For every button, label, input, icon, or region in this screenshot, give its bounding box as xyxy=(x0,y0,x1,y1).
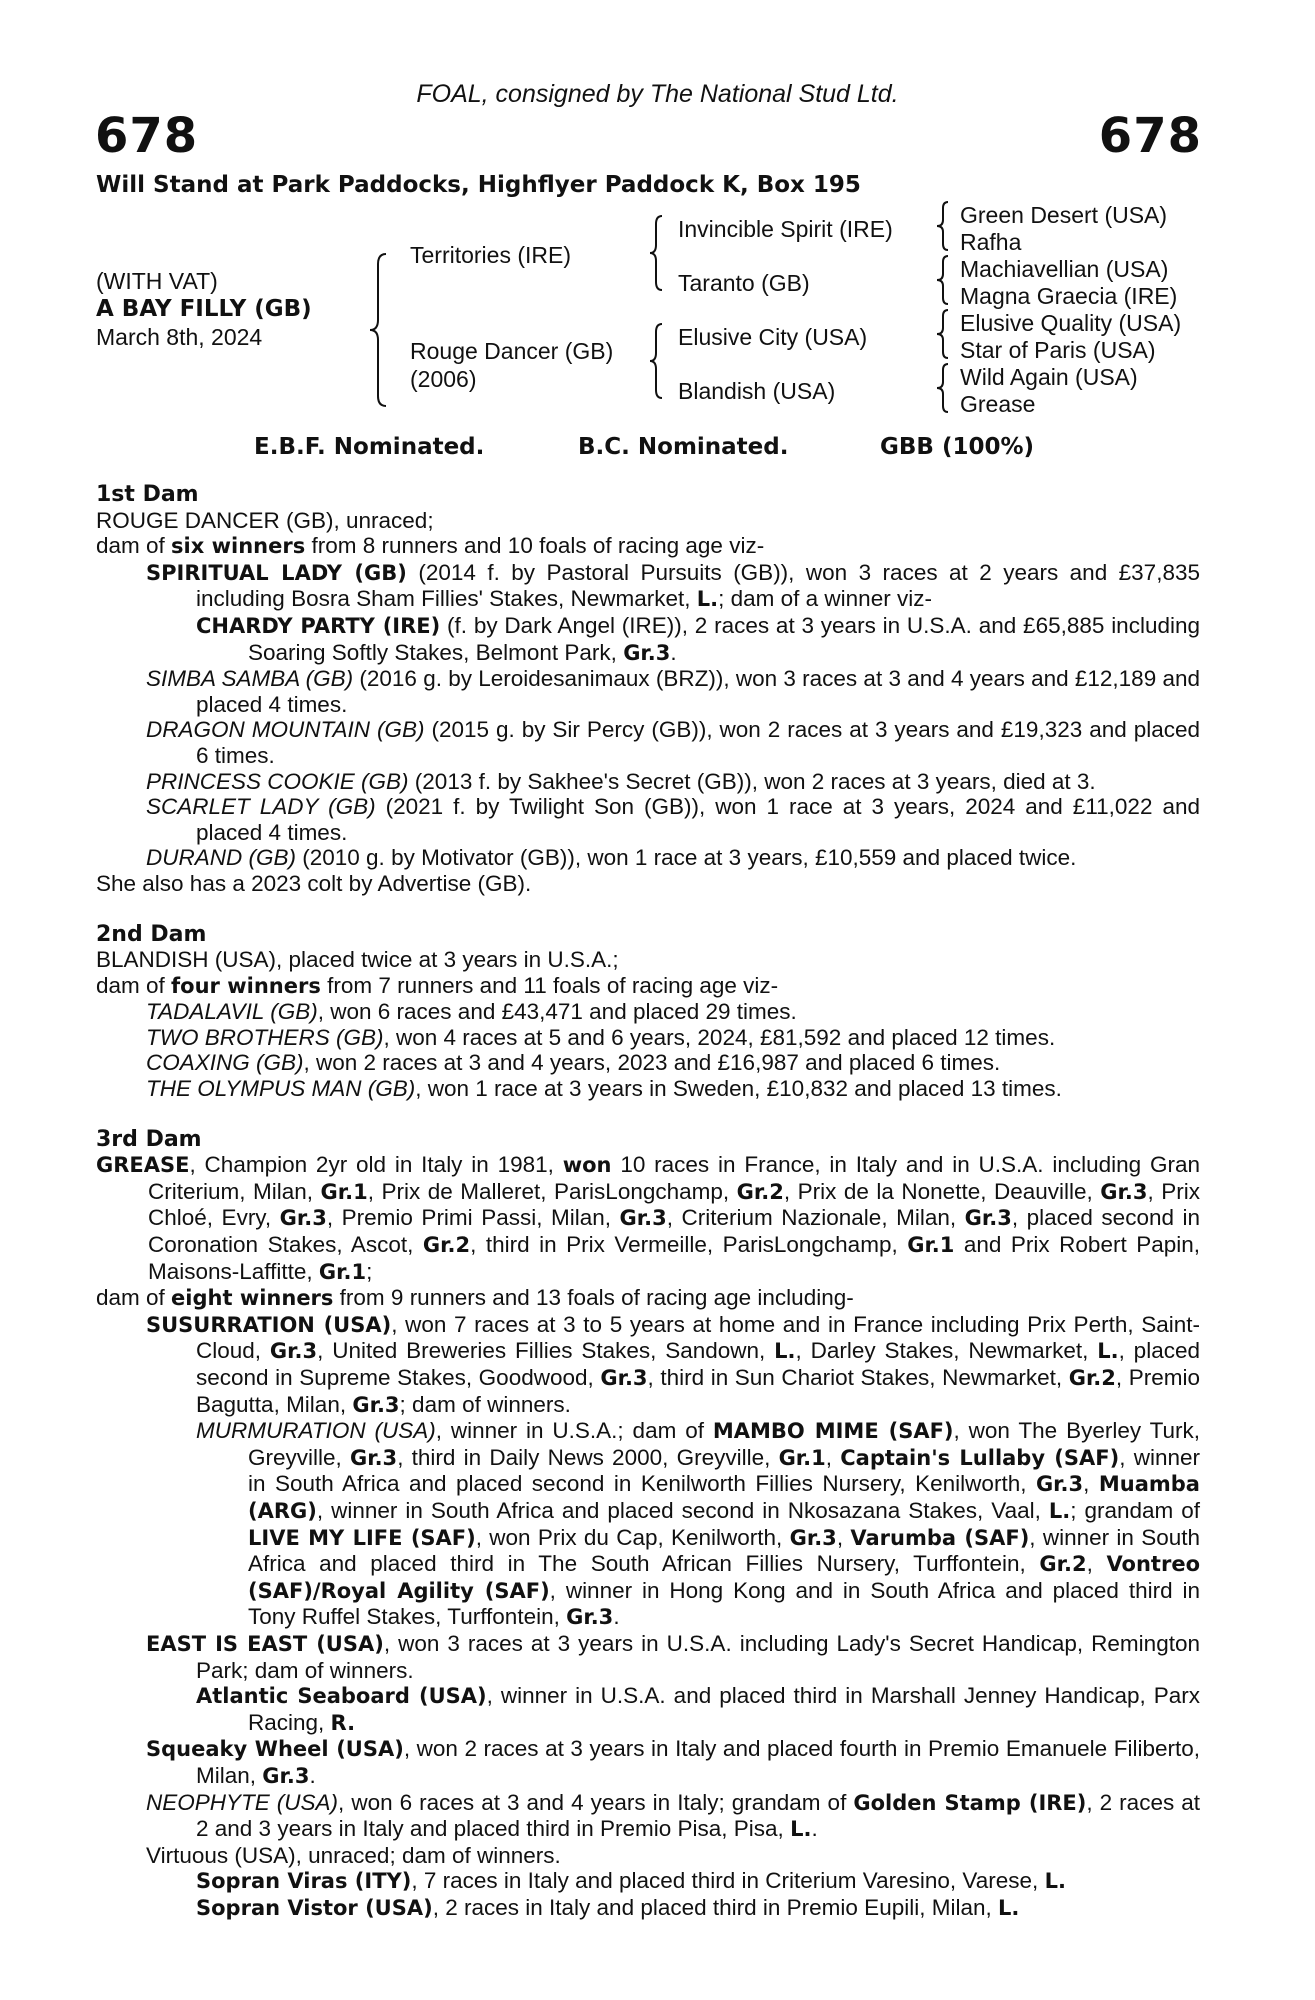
bold-text: eight winners xyxy=(171,1286,334,1311)
produce-entry xyxy=(96,1076,1200,1102)
text-run: (2010 g. by Motivator (GB)), won 1 race at 3 years, £10,559 and placed twice. xyxy=(296,845,1077,871)
text-run: , Premio Primi Passi, Milan, xyxy=(326,1205,620,1231)
bold-text: Gr.1 xyxy=(320,1179,368,1204)
italic-text: PRINCESS COOKIE (GB) xyxy=(146,768,409,794)
sire-dam-name: Taranto (GB) xyxy=(678,270,810,296)
bold-text: Gr.2 xyxy=(736,1179,784,1204)
bold-text: Varumba (SAF) xyxy=(850,1525,1030,1550)
ggp-7: Wild Again (USA) xyxy=(960,364,1138,390)
bold-text: Gr.3 xyxy=(619,1206,667,1231)
text-run: Virtuous (USA), unraced; dam of winners. xyxy=(146,1842,561,1868)
bold-text: L. xyxy=(1048,1498,1071,1523)
text-run: , Darley Stakes, Newmarket, xyxy=(795,1338,1098,1364)
produce-entry xyxy=(96,1736,1200,1789)
bold-text: won xyxy=(562,1153,612,1178)
text-run: (f. by Dark Angel (IRE)), 2 races at 3 years in U.S.A. and £65,885 including Soaring Softly Stakes, Belmont Park, xyxy=(248,612,1201,665)
text-run: BLANDISH (USA), placed twice at 3 years in U.S.A.; xyxy=(96,947,619,973)
section-title: 1st Dam xyxy=(96,482,199,507)
ebf-nomination: E.B.F. Nominated. xyxy=(254,434,485,460)
text-run: , Criterium Nazionale, Milan, xyxy=(666,1205,965,1231)
bold-text: six winners xyxy=(171,534,306,559)
text-run: dam of xyxy=(96,972,172,998)
produce-entry xyxy=(96,1868,1200,1895)
bold-text: L. xyxy=(1044,1869,1066,1894)
text-run: , won 6 races and £43,471 and placed 29 times. xyxy=(317,999,797,1025)
text-run: , winner in U.S.A.; dam of xyxy=(435,1418,713,1444)
text-run: ; grandam of xyxy=(1070,1497,1200,1523)
bold-text: Gr.3 xyxy=(349,1445,398,1470)
produce-entry xyxy=(96,533,1200,560)
text-run: dam of xyxy=(96,533,172,559)
bold-text: MAMBO MIME (SAF) xyxy=(712,1419,954,1444)
italic-text: THE OLYMPUS MAN (GB) xyxy=(146,1076,416,1102)
produce-entry xyxy=(96,1312,1200,1418)
italic-text: TWO BROTHERS (GB) xyxy=(146,1024,384,1050)
italic-text: MURMURATION (USA) xyxy=(196,1418,436,1444)
text-run: , third in Sun Chariot Stakes, Newmarket, xyxy=(647,1365,1069,1390)
text-run: and Prix Robert Papin, Maisons-Laffitte, xyxy=(148,1232,1200,1284)
bold-text: Gr.3 xyxy=(600,1366,648,1390)
bold-text: L. xyxy=(790,1817,812,1842)
bold-text: GREASE xyxy=(96,1153,190,1178)
dam-name: Rouge Dancer (GB) xyxy=(410,338,614,364)
produce-entry xyxy=(96,717,1200,768)
bold-text: L. xyxy=(696,587,719,612)
italic-text: TADALAVIL (GB) xyxy=(146,999,318,1025)
text-run: , won Prix du Cap, Kenilworth, xyxy=(475,1524,790,1550)
text-run: ; dam of winners. xyxy=(399,1391,571,1417)
ggp-6: Star of Paris (USA) xyxy=(960,337,1156,363)
text-run: , 2 races in Italy and placed third in Premio Eupili, Milan, xyxy=(432,1894,998,1920)
dam-dam-name: Blandish (USA) xyxy=(678,378,836,404)
bold-text: Gr.3 xyxy=(352,1392,400,1417)
text-run: from 8 runners and 10 foals of racing age viz- xyxy=(305,533,765,559)
section-gap xyxy=(96,1102,1200,1127)
text-run: 10 races in France, in Italy and in U.S.A. including Gran Criterium, Milan, xyxy=(148,1152,1201,1204)
text-run: , winner in Hong Kong and in South Africa and placed third in Tony Ruffel Stakes, Turffontein, xyxy=(248,1577,1200,1630)
produce-entry xyxy=(96,845,1200,871)
bold-text: Muamba (ARG) xyxy=(248,1472,1200,1523)
text-run: , Premio Bagutta, Milan, xyxy=(196,1365,1200,1417)
text-run: , won 2 races at 3 and 4 years, 2023 and £16,987 and placed 6 times. xyxy=(303,1050,1001,1076)
sire-name: Territories (IRE) xyxy=(410,242,572,268)
bold-text: L. xyxy=(1097,1339,1119,1364)
produce-entry xyxy=(96,1418,1200,1631)
section-title: 3rd Dam xyxy=(96,1126,202,1152)
bold-text: Sopran Vistor (USA) xyxy=(196,1895,433,1920)
text-run: . xyxy=(309,1762,316,1788)
bold-text: EAST IS EAST (USA) xyxy=(146,1631,384,1656)
produce-entry xyxy=(96,769,1200,795)
pedigree-brace-gg4 xyxy=(935,362,951,414)
bold-text: Gr.3 xyxy=(789,1525,837,1550)
ggp-2: Rafha xyxy=(960,229,1022,255)
ggp-8: Grease xyxy=(960,391,1036,417)
bold-text: Captain's Lullaby (SAF) xyxy=(840,1445,1120,1470)
text-run: (2013 f. by Sakhee's Secret (GB)), won 2 races at 3 years, died at 3. xyxy=(408,768,1096,794)
text-run: , xyxy=(1086,1551,1107,1577)
text-run: , won 2 races at 3 years in Italy and placed fourth in Premio Emanuele Filiberto, Milan, xyxy=(196,1736,1200,1788)
italic-text: SIMBA SAMBA (GB) xyxy=(146,666,354,692)
text-run: , won 4 races at 5 and 6 years, 2024, £81,592 and placed 12 times. xyxy=(383,1024,1056,1050)
produce-entry xyxy=(96,1152,1200,1285)
bold-text: Gr.3 xyxy=(964,1206,1012,1231)
italic-text: SCARLET LADY (GB) xyxy=(146,794,376,820)
bold-text: Golden Stamp (IRE) xyxy=(853,1790,1087,1815)
produce-entry xyxy=(96,871,1200,897)
gbb-status: GBB (100%) xyxy=(880,434,1035,460)
bold-text: CHARDY PARTY (IRE) xyxy=(196,613,441,638)
bold-text: Gr.3 xyxy=(262,1763,310,1788)
bc-nomination: B.C. Nominated. xyxy=(578,434,789,460)
ggp-5: Elusive Quality (USA) xyxy=(960,310,1182,336)
text-run: , Prix de la Nonette, Deauville, xyxy=(783,1178,1101,1204)
ggp-3: Machiavellian (USA) xyxy=(960,256,1169,282)
text-run: . xyxy=(811,1816,818,1842)
bold-text: Gr.2 xyxy=(422,1233,471,1258)
text-run: ; dam of a winner viz- xyxy=(718,586,932,612)
text-run: , won 6 races at 3 and 4 years in Italy; grandam of xyxy=(338,1789,854,1815)
bold-text: L. xyxy=(998,1895,1020,1920)
bold-text: Gr.1 xyxy=(907,1233,955,1258)
bold-text: L. xyxy=(774,1339,796,1364)
text-run: , placed second in Coronation Stakes, Ascot, xyxy=(148,1205,1201,1258)
text-run: , won 3 races at 3 years in U.S.A. including Lady's Secret Handicap, Remington Park; dam of winners. xyxy=(196,1630,1200,1683)
produce-entry xyxy=(96,1895,1200,1922)
bold-text: Gr.3 xyxy=(279,1206,327,1231)
foaling-date: March 8th, 2024 xyxy=(96,324,263,350)
text-run: , winner in U.S.A. and placed third in Marshall Jenney Handicap, Parx Racing, xyxy=(248,1683,1200,1735)
produce-entry xyxy=(96,560,1200,613)
text-run: , won 7 races at 3 to 5 years at home and in France including Prix Perth, Saint-Cloud, xyxy=(196,1311,1200,1364)
text-run: , xyxy=(1083,1471,1099,1497)
text-run: from 9 runners and 13 foals of racing age including- xyxy=(333,1285,854,1311)
sire-sire-name: Invincible Spirit (IRE) xyxy=(678,216,893,242)
bold-text: four winners xyxy=(171,973,321,998)
produce-record xyxy=(96,482,1200,1921)
lot-name: A BAY FILLY (GB) xyxy=(96,296,312,322)
text-run: , won The Byerley Turk, Greyville, xyxy=(248,1418,1200,1470)
produce-entry xyxy=(96,666,1200,717)
text-run: , 2 races at 2 and 3 years in Italy and placed third in Premio Pisa, Pisa, xyxy=(196,1789,1200,1842)
ggp-4: Magna Graecia (IRE) xyxy=(960,283,1178,309)
section-title: 2nd Dam xyxy=(96,921,207,947)
produce-entry xyxy=(96,1050,1200,1076)
produce-entry xyxy=(96,508,1200,534)
produce-entry xyxy=(96,973,1200,1000)
text-run: , United Breweries Fillies Stakes, Sandown, xyxy=(317,1338,775,1364)
bold-text: SUSURRATION (USA) xyxy=(146,1312,392,1337)
bold-text: Gr.3 xyxy=(1100,1179,1148,1204)
stabling-line: Will Stand at Park Paddocks, Highflyer Paddock K, Box 195 xyxy=(96,172,861,198)
produce-entry xyxy=(96,947,1200,973)
ggp-1: Green Desert (USA) xyxy=(960,202,1168,228)
bold-text: Vontreo (SAF)/Royal Agility (SAF) xyxy=(248,1552,1200,1603)
bold-text: Gr.3 xyxy=(623,640,671,665)
section-gap xyxy=(96,897,1200,922)
text-run: (2015 g. by Sir Percy (GB)), won 2 races at 3 years and £19,323 and placed 6 times. xyxy=(196,717,1200,768)
bold-text: R. xyxy=(330,1710,356,1735)
text-run: , xyxy=(825,1444,841,1470)
text-run: . xyxy=(670,639,677,665)
bold-text: Gr.2 xyxy=(1068,1366,1116,1390)
bold-text: Atlantic Seaboard (USA) xyxy=(196,1684,487,1709)
produce-entry xyxy=(96,1790,1200,1843)
text-run: , third in Prix Vermeille, ParisLongchamp, xyxy=(470,1232,908,1258)
text-run: , winner in South Africa and placed third in The South African Fillies Nursery, Turffontein, xyxy=(248,1524,1200,1577)
bold-text: Gr.3 xyxy=(1035,1472,1084,1497)
text-run: , winner in South Africa and placed second in Nkosazana Stakes, Vaal, xyxy=(316,1497,1049,1523)
italic-text: DRAGON MOUNTAIN (GB) xyxy=(146,717,425,743)
text-run: ROUGE DANCER (GB), unraced; xyxy=(96,507,434,533)
italic-text: DURAND (GB) xyxy=(146,845,296,871)
text-run: , xyxy=(836,1524,851,1550)
text-run: dam of xyxy=(96,1285,172,1311)
produce-entry xyxy=(96,1843,1200,1869)
pedigree-brace-gg2 xyxy=(935,254,951,306)
text-run: , third in Daily News 2000, Greyville, xyxy=(397,1444,779,1470)
pedigree-brace-main xyxy=(368,252,390,408)
pedigree-brace-dam xyxy=(648,322,666,400)
produce-entry xyxy=(96,1285,1200,1312)
bold-text: Gr.1 xyxy=(318,1259,367,1284)
dam-year: (2006) xyxy=(410,366,477,392)
text-run: , 7 races in Italy and placed third in Criterium Varesino, Varese, xyxy=(411,1868,1045,1894)
dam-sire-name: Elusive City (USA) xyxy=(678,324,868,350)
pedigree-brace-sire xyxy=(648,214,666,292)
pedigree-brace-gg1 xyxy=(935,200,951,252)
italic-text: COAXING (GB) xyxy=(146,1050,304,1076)
bold-text: LIVE MY LIFE (SAF) xyxy=(248,1525,476,1550)
consignor-line: FOAL, consigned by The National Stud Ltd. xyxy=(416,80,899,108)
italic-text: NEOPHYTE (USA) xyxy=(146,1789,339,1815)
lot-number-right: 678 xyxy=(1098,108,1202,164)
vat-note: (WITH VAT) xyxy=(96,268,218,294)
text-run: (2014 f. by Pastoral Pursuits (GB)), won 3 races at 2 years and £37,835 including Bosra Sham Fillies' Stakes, Newmarket, xyxy=(196,559,1200,612)
text-run: ; xyxy=(366,1258,373,1284)
text-run: She also has a 2023 colt by Advertise (GB). xyxy=(96,870,532,896)
text-run: (2016 g. by Leroidesanimaux (BRZ)), won 3 races at 3 and 4 years and £12,189 and placed 4 times. xyxy=(196,666,1201,717)
text-run: , Champion 2yr old in Italy in 1981, xyxy=(189,1152,563,1178)
produce-entry xyxy=(96,1631,1200,1683)
text-run: , won 1 race at 3 years in Sweden, £10,832 and placed 13 times. xyxy=(415,1076,1062,1102)
text-run: , Prix de Malleret, ParisLongchamp, xyxy=(367,1178,737,1204)
bold-text: Gr.1 xyxy=(778,1445,826,1470)
produce-entry xyxy=(96,1683,1200,1736)
produce-entry xyxy=(96,794,1200,845)
pedigree-brace-gg3 xyxy=(935,308,951,360)
bold-text: Gr.3 xyxy=(269,1339,318,1364)
produce-entry xyxy=(96,999,1200,1025)
lot-number-left: 678 xyxy=(95,108,199,164)
bold-text: Sopran Viras (ITY) xyxy=(196,1869,412,1894)
text-run: from 7 runners and 11 foals of racing age viz- xyxy=(320,972,779,998)
text-run: , Prix Chloé, Evry, xyxy=(148,1178,1200,1231)
produce-entry xyxy=(96,613,1200,666)
bold-text: Gr.2 xyxy=(1039,1552,1087,1577)
text-run: (2021 f. by Twilight Son (GB)), won 1 race at 3 years, 2024 and £11,022 and placed 4 times. xyxy=(196,794,1200,845)
produce-entry xyxy=(96,1025,1200,1051)
text-run: . xyxy=(613,1604,620,1630)
text-run: , placed second in Supreme Stakes, Goodwood, xyxy=(196,1338,1200,1390)
bold-text: Squeaky Wheel (USA) xyxy=(146,1737,404,1762)
bold-text: SPIRITUAL LADY (GB) xyxy=(146,560,407,585)
text-run: , winner in South Africa and placed second in Kenilworth Fillies Nursery, Kenilworth, xyxy=(248,1444,1200,1497)
bold-text: Gr.3 xyxy=(566,1605,614,1630)
